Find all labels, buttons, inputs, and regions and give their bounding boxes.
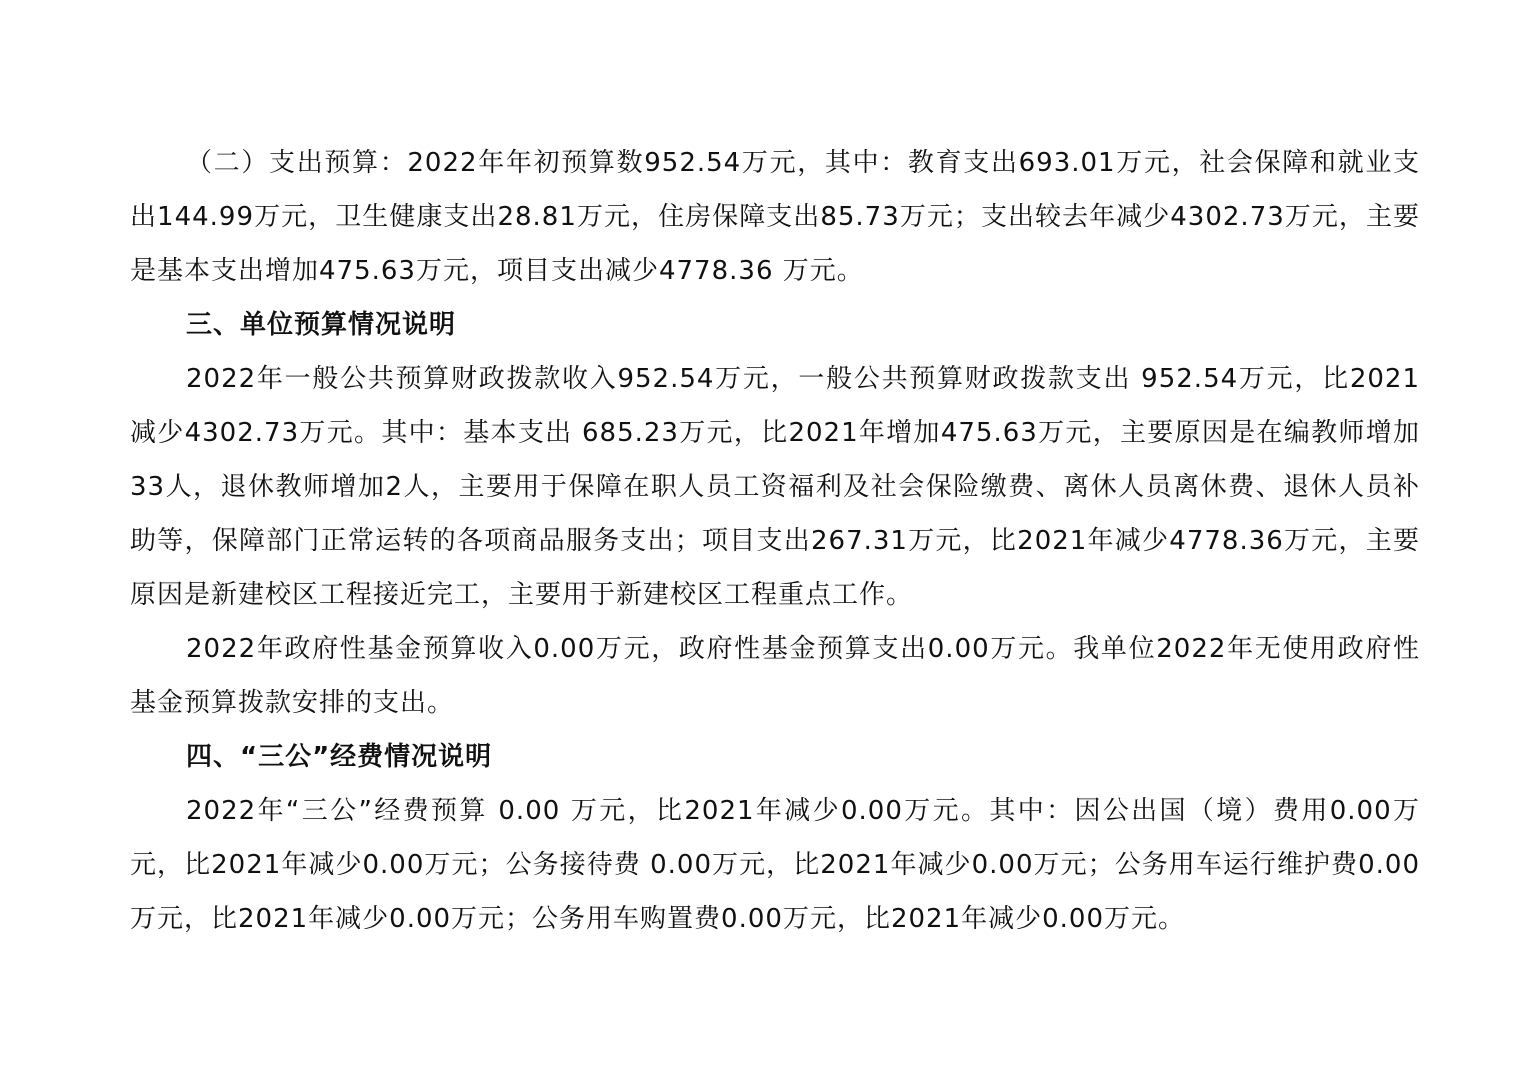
section-heading-unit-budget: 三、单位预算情况说明 bbox=[186, 310, 457, 340]
general-public-budget-paragraph: 2022年一般公共预算财政拨款收入952.54万元，一般公共预算财政拨款支出 952.54万元，比2021减少4302.73万元。其中：基本支出 685.23万元，比2021年增加475.63万元，主要原因是在编教师增加33人，退休教师增加2人，主要用于保障在职人员工资福利及社会保险缴费、离休人员离休费、退休人员补助等，保障部门正常运转的各项商品服务支出；项目支出267.31万元，比2021年减少4778.36万元，主要原因是新建校区工程接近完工，主要用于新建校区工程重点工作。 bbox=[130, 364, 1420, 610]
document-page bbox=[130, 136, 1420, 946]
expenditure-budget-paragraph: （二）支出预算：2022年年初预算数952.54万元，其中：教育支出693.01万元，社会保障和就业支出144.99万元，卫生健康支出28.81万元，住房保障支出85.73万元；支出较去年减少4302.73万元，主要是基本支出增加475.63万元，项目支出减少4778.36 万元。 bbox=[130, 148, 1420, 286]
section-heading-three-public: 四、“三公”经费情况说明 bbox=[186, 742, 493, 772]
government-fund-paragraph: 2022年政府性基金预算收入0.00万元，政府性基金预算支出0.00万元。我单位2022年无使用政府性基金预算拨款安排的支出。 bbox=[130, 634, 1420, 718]
three-public-expenses-paragraph: 2022年“三公”经费预算 0.00 万元，比2021年减少0.00万元。其中：因公出国（境）费用0.00万元，比2021年减少0.00万元；公务接待费 0.00万元，比2021年减少0.00万元；公务用车运行维护费0.00万元，比2021年减少0.00万元；公务用车购置费0.00万元，比2021年减少0.00万元。 bbox=[130, 796, 1420, 934]
